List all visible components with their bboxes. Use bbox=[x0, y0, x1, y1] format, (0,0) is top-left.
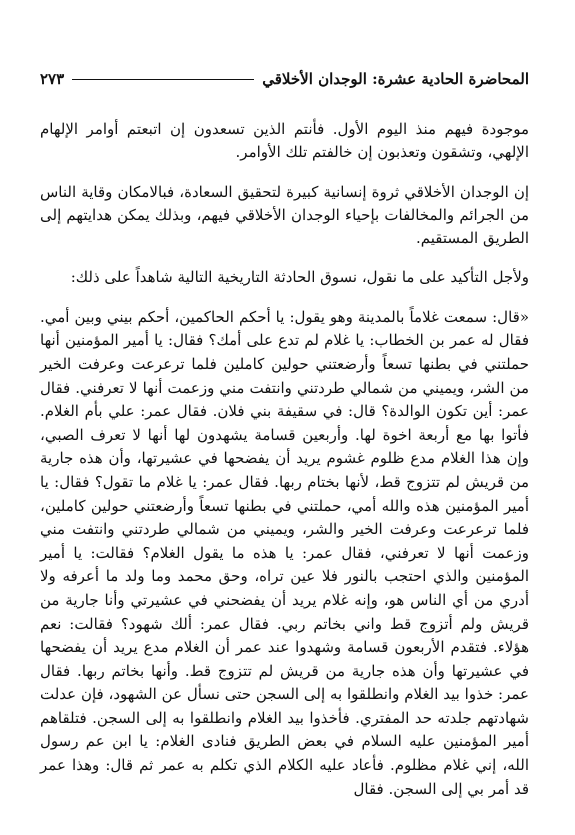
quoted-narration: «قال: سمعت غلاماً بالمدينة وهو يقول: يا أحكم الحاكمين، أحكم بيني وبين أمي. فقال له عمر بن الخطاب: يا غلام لم تدع على أمك؟ فقال: يا أمير المؤمنين أنها حملتني في بطنها تسعاً وأرضعتني حولين كاملين فلما ترعرعت وعرفت الخير من الشر، ويميني من شمالي طردتني وانتفت مني وزعمت أنها لا تعرفني. فقال عمر: أين تكون الوالدة؟ قال: في سقيفة بني فلان. فقال عمر: علي بأم الغلام. فأتوا بها مع أربعة اخوة لها. وأربعين قسامة يشهدون لها أنها لا تعرف الصبي، وإن هذا الغلام مدع ظلوم غشوم يريد أن يفضحها في عشيرتها، وأن هذه جارية من قريش لم تتزوج قط، لأنها بختام ربها. فقال عمر: يا غلام ما تقول؟ فقال: يا أمير المؤمنين هذه والله أمي، حملتني في بطنها تسعاً وأرضعتني حولين كاملين، فلما ترعرعت وعرفت الخير والشر، ويميني من شمالي طردتني وانتفت مني وزعمت أنها لا تعرفني، فقال عمر: يا هذه ما يقول الغلام؟ فقالت: يا أمير المؤمنين والذي احتجب بالنور فلا عين تراه، وحق محمد وما ولد ما أعرفه ولا أدري من أي الناس هو، وإنه غلام يريد أن يفضحني في عشيرتي وأنا جارية من قريش ولم أتزوج قط واني بخاتم ربي. فقال عمر: ألك شهود؟ فقالت: نعم هؤلاء. فتقدم الأربعون قسامة وشهدوا عند عمر أن الغلام مدع يريد أن يفضحها في عشيرتها وأن هذه جارية من قريش لم تتزوج قط. وأنها بخاتم ربها. فقال عمر: خذوا بيد الغلام وانطلقوا به إلى السجن حتى نسأل عن الشهود، فإن عدلت شهادتهم جلدته حد المفتري. فأخذوا بيد الغلام وانطلقوا به إلى السجن. فتلقاهم أمير المؤمنين عليه السلام في بعض الطريق فنادى الغلام: يا ابن عم رسول الله، إني غلام مظلوم. فأعاد عليه الكلام الذي تكلم به عمر ثم قال: وهذا عمر قد أمر بي إلى السجن. فقال bbox=[40, 307, 529, 798]
page-body bbox=[40, 118, 529, 801]
paragraph-2: إن الوجدان الأخلاقي ثروة إنسانية كبيرة لتحقيق السعادة، فبالامكان وقاية الناس من الجرائم والمخالفات بإحياء الوجدان الأخلاقي فيهم، وبذلك يمكن هدايتهم إلى الطريق المستقيم. bbox=[40, 182, 529, 248]
running-title: المحاضرة الحادية عشرة: الوجدان الأخلاقي bbox=[262, 70, 529, 88]
header-rule bbox=[72, 79, 254, 80]
page-number: ٢٧٣ bbox=[40, 70, 65, 88]
running-header bbox=[40, 68, 529, 90]
paragraph-3: ولأجل التأكيد على ما نقول، نسوق الحادثة التاريخية التالية شاهداً على ذلك: bbox=[70, 268, 529, 287]
paragraph-1: موجودة فيهم منذ اليوم الأول. فأنتم الذين تسعدون إن اتبعتم أوامر الإلهام الإلهي، وتشقون وتعذبون إن خالفتم تلك الأوامر. bbox=[40, 120, 529, 162]
